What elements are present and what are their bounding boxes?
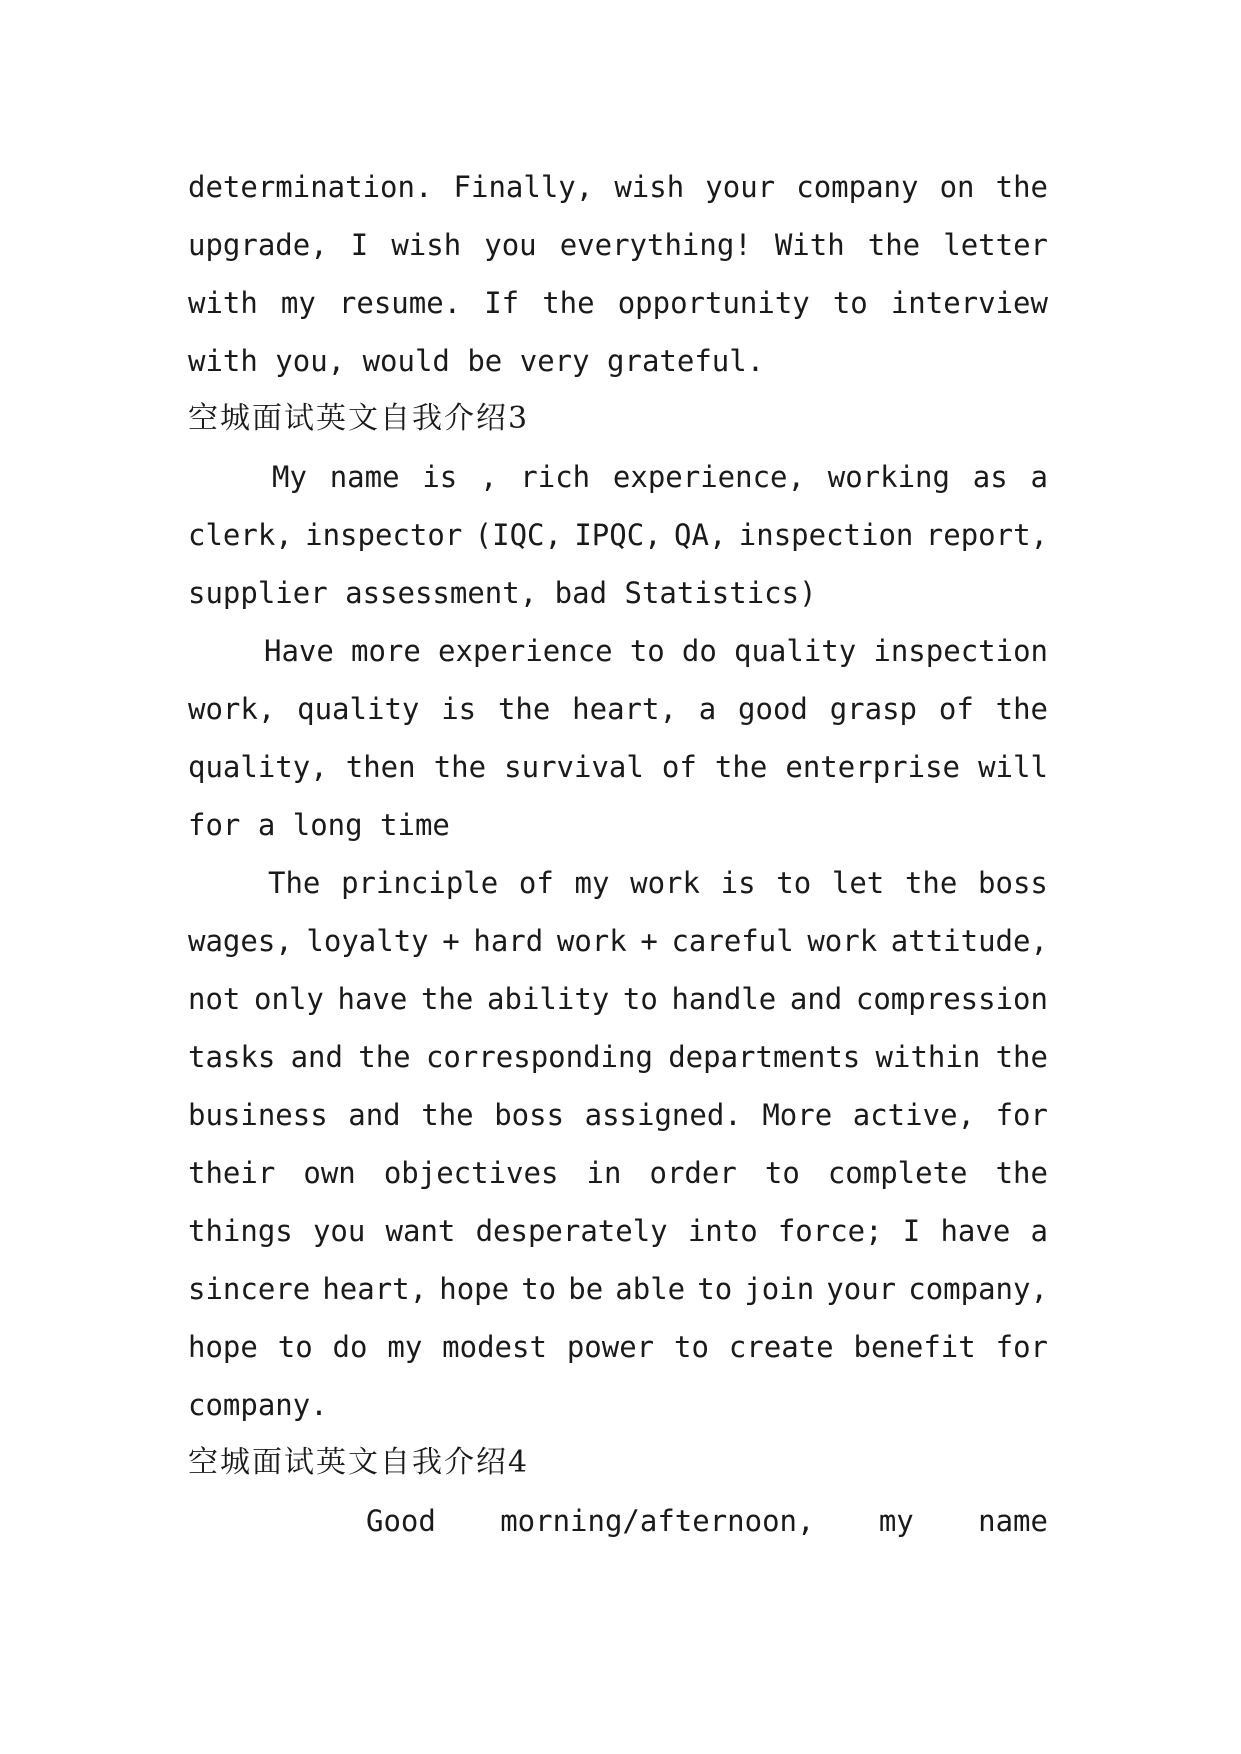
word: I <box>902 1214 921 1248</box>
word: work, <box>188 692 276 726</box>
text-line <box>188 1144 1048 1202</box>
word: to <box>776 866 812 900</box>
word: then <box>345 750 416 784</box>
word: ability <box>487 982 610 1016</box>
word: survival <box>504 750 644 784</box>
word: to <box>277 1330 313 1364</box>
word: experience, <box>612 460 805 494</box>
word: hope <box>439 1272 510 1306</box>
section-heading-4: 空城面试英文自我介绍4 <box>188 1445 530 1480</box>
text-line <box>188 970 1048 1028</box>
word: to <box>521 1272 557 1306</box>
word: into <box>687 1214 758 1248</box>
word: good <box>738 692 808 726</box>
word: with <box>188 286 258 320</box>
word: not <box>188 982 241 1016</box>
word: inspection <box>738 518 914 552</box>
text-line <box>188 448 1048 506</box>
word: have <box>337 982 408 1016</box>
word: of <box>518 866 554 900</box>
word: hope <box>188 1330 258 1364</box>
word: things <box>188 1214 293 1248</box>
paragraph-experience <box>188 448 1048 622</box>
word: + <box>640 924 658 958</box>
text-line <box>188 854 1048 912</box>
text-line <box>188 1260 1048 1318</box>
word: The <box>268 866 321 900</box>
word: My <box>272 460 307 494</box>
section-heading-3: 空城面试英文自我介绍3 <box>188 401 530 436</box>
word: work <box>556 924 627 958</box>
word: upgrade, <box>188 228 328 262</box>
text-line: for a long time <box>188 808 450 842</box>
word: boss <box>978 866 1048 900</box>
paragraph-closing <box>188 158 1048 390</box>
text-line <box>188 274 1048 332</box>
word: I <box>350 228 369 262</box>
word: determination. <box>188 170 433 204</box>
word: more <box>351 634 421 668</box>
word: power <box>566 1330 655 1364</box>
word: inspection <box>873 634 1048 668</box>
word: let <box>831 866 885 900</box>
word: my <box>280 286 316 320</box>
text-line <box>188 158 1048 216</box>
word: company, <box>908 1272 1048 1306</box>
word: as <box>972 460 1008 494</box>
word: , <box>480 460 498 494</box>
word: wish <box>614 170 685 204</box>
word: name <box>329 460 400 494</box>
word: and <box>290 1040 343 1074</box>
word: name <box>978 1504 1048 1538</box>
word: letter <box>943 228 1048 262</box>
word: my <box>878 1504 914 1538</box>
word: experience <box>438 634 613 668</box>
word: to <box>629 634 665 668</box>
word: own <box>303 1156 356 1190</box>
word: + <box>442 924 460 958</box>
word: the <box>904 866 958 900</box>
word: the <box>714 750 768 784</box>
word: to <box>832 286 868 320</box>
word: heart, <box>572 692 677 726</box>
word: want <box>385 1214 456 1248</box>
word: (IQC, <box>474 518 562 552</box>
word: Have <box>264 634 334 668</box>
word: wish <box>391 228 462 262</box>
word: attitude, <box>890 924 1048 958</box>
word: within <box>875 1040 981 1074</box>
word: active, <box>852 1098 975 1132</box>
word: my <box>574 866 610 900</box>
word: work <box>630 866 700 900</box>
word: resume. <box>338 286 462 320</box>
word: If <box>484 286 520 320</box>
word: QA, <box>674 518 727 552</box>
word: business <box>188 1098 328 1132</box>
word: be <box>568 1272 604 1306</box>
word: is <box>441 692 477 726</box>
text-line <box>188 506 1048 564</box>
word: benefit <box>853 1330 976 1364</box>
word: grasp <box>829 692 918 726</box>
word: the <box>433 750 487 784</box>
word: to <box>697 1272 733 1306</box>
word: quality <box>297 692 420 726</box>
word: the <box>421 1098 474 1132</box>
word: and <box>789 982 843 1016</box>
text-line <box>188 680 1048 738</box>
word: is <box>422 460 458 494</box>
word: hard <box>473 924 544 958</box>
word: complete <box>827 1156 968 1190</box>
word: With <box>774 228 845 262</box>
word: have <box>940 1214 1011 1248</box>
word: desperately <box>475 1214 668 1248</box>
word: modest <box>442 1330 547 1364</box>
word: for <box>995 1330 1048 1364</box>
text-line <box>188 1318 1048 1376</box>
word: everything! <box>559 228 752 262</box>
word: for <box>995 1098 1048 1132</box>
word: rich <box>520 460 591 494</box>
word: loyalty <box>306 924 429 958</box>
text-line <box>188 1028 1048 1086</box>
word: tasks <box>188 1040 276 1074</box>
word: the <box>542 286 595 320</box>
word: a <box>1030 1214 1048 1248</box>
word: a <box>698 692 717 726</box>
word: the <box>358 1040 411 1074</box>
word: IPQC, <box>574 518 662 552</box>
word: morning/afternoon, <box>500 1504 815 1538</box>
text-line <box>188 216 1048 274</box>
word: compression <box>855 982 1048 1016</box>
word: quality, <box>188 750 328 784</box>
word: to <box>764 1156 800 1190</box>
word: report, <box>925 518 1048 552</box>
text-line <box>188 1492 1048 1550</box>
word: corresponding <box>425 1040 653 1074</box>
word: Good <box>366 1504 436 1538</box>
word: force; <box>777 1214 883 1248</box>
word: create <box>728 1330 834 1364</box>
text-line: supplier assessment, bad Statistics) <box>188 576 817 610</box>
word: your <box>705 170 776 204</box>
word: departments <box>668 1040 861 1074</box>
word: the <box>421 982 474 1016</box>
paragraph-greeting <box>188 1492 1048 1550</box>
word: the <box>995 692 1048 726</box>
word: Finally, <box>453 170 594 204</box>
word: is <box>720 866 756 900</box>
word: principle <box>341 866 499 900</box>
word: inspector <box>305 518 463 552</box>
word: working <box>827 460 950 494</box>
document-page <box>188 158 1048 1550</box>
word: a <box>1030 460 1048 494</box>
word: the <box>995 1040 1048 1074</box>
text-line: with you, would be very grateful. <box>188 344 765 378</box>
word: enterprise <box>785 750 960 784</box>
word: order <box>649 1156 737 1190</box>
word: the <box>995 170 1048 204</box>
word: clerk, <box>188 518 293 552</box>
word: to <box>622 982 658 1016</box>
word: careful <box>671 924 794 958</box>
word: their <box>188 1156 276 1190</box>
text-line <box>188 1202 1048 1260</box>
word: boss <box>494 1098 565 1132</box>
word: join <box>744 1272 815 1306</box>
text-line <box>188 738 1048 796</box>
word: the <box>867 228 921 262</box>
word: work <box>807 924 878 958</box>
word: objectives <box>383 1156 559 1190</box>
text-line <box>188 912 1048 970</box>
word: heart, <box>322 1272 428 1306</box>
word: the <box>497 692 551 726</box>
word: on <box>939 170 975 204</box>
word: company <box>796 170 919 204</box>
paragraph-quality <box>188 622 1048 854</box>
word: in <box>586 1156 622 1190</box>
word: sincere <box>188 1272 311 1306</box>
word: your <box>826 1272 897 1306</box>
word: quality <box>734 634 857 668</box>
word: wages, <box>188 924 293 958</box>
word: you <box>484 228 537 262</box>
word: interview <box>890 286 1048 320</box>
word: only <box>254 982 324 1016</box>
word: More <box>762 1098 833 1132</box>
word: will <box>978 750 1048 784</box>
word: opportunity <box>617 286 810 320</box>
text-line <box>188 1086 1048 1144</box>
word: you <box>312 1214 366 1248</box>
word: my <box>387 1330 423 1364</box>
word: of <box>661 750 697 784</box>
word: do <box>332 1330 368 1364</box>
text-line <box>188 622 1048 680</box>
text-line: company. <box>188 1388 328 1422</box>
word: handle <box>671 982 777 1016</box>
word: the <box>995 1156 1048 1190</box>
word: to <box>674 1330 709 1364</box>
word: of <box>938 692 974 726</box>
word: assigned. <box>584 1098 742 1132</box>
word: do <box>681 634 717 668</box>
paragraph-principle <box>188 854 1048 1434</box>
word: able <box>615 1272 686 1306</box>
word: and <box>348 1098 401 1132</box>
